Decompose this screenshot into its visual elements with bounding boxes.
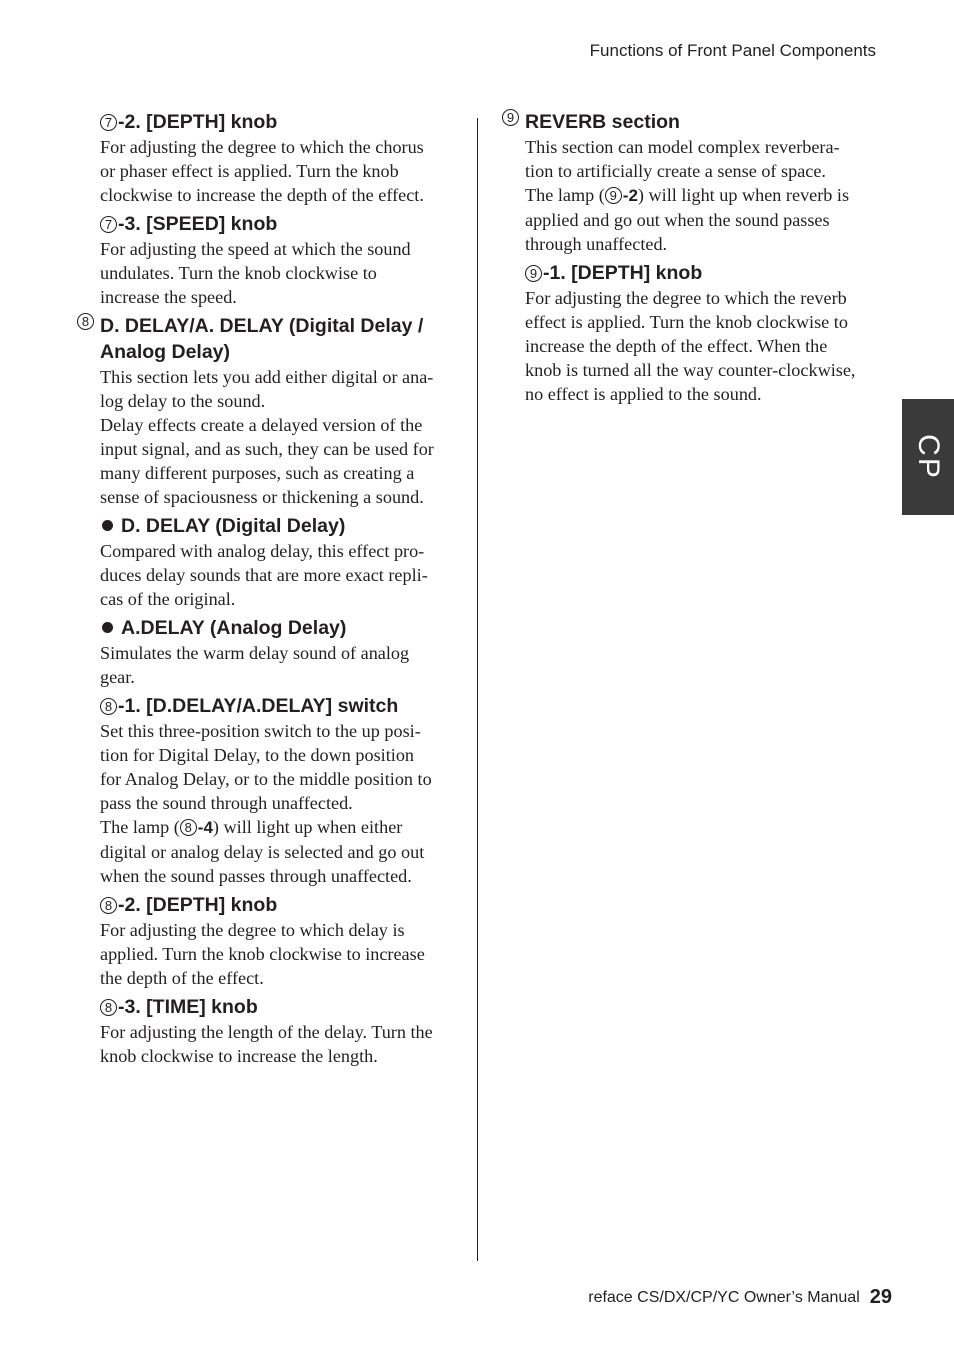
lamp-reference-line: The lamp ( 8 -4) will light up when either (100, 817, 403, 837)
heading-analog-delay: A.DELAY (Analog Delay) (100, 615, 455, 641)
circled-number-icon: 8 (100, 897, 117, 914)
heading-8-2: 8 -2. [DEPTH] knob (100, 892, 455, 918)
page-number: 29 (869, 1286, 892, 1308)
paragraph-8-3: For adjusting the length of the delay. Turn the knob clockwise to increase the length. (100, 1022, 433, 1066)
left-column (81, 109, 455, 1072)
heading-9-1: 9 -1. [DEPTH] knob (525, 260, 877, 286)
heading-9-reverb-section: 9 REVERB section (525, 109, 877, 135)
bullet-icon (102, 520, 113, 531)
circled-number-icon: 7 (100, 114, 117, 131)
paragraph-7-3: For adjusting the speed at which the sound undulates. Turn the knob clockwise to increase the speed. (100, 239, 411, 307)
circled-number-icon: 8 (77, 313, 94, 330)
manual-title: reface CS/DX/CP/YC Owner’s Manual (588, 1289, 860, 1306)
paragraph-8-1: Set this three-position switch to the up posi- tion for Digital Delay, to the down position for Analog Delay, or to the middle position to pass the sound through unaffected. The lamp ( 8 -4) will light up when either digital or analog delay is selected and go out when the sound passes through unaffected. (100, 719, 455, 888)
right-column (506, 109, 877, 410)
paragraph-9-1: For adjusting the degree to which the reverb effect is applied. Turn the knob clockwise to increase the depth of the effect. When the knob is turned all the way counter-clockwise, no effect is applied to the sound. (525, 288, 856, 404)
paragraph-analog-delay: Simulates the warm delay sound of analog gear. (100, 643, 410, 687)
section-tab-cp (902, 399, 954, 515)
section-tab-label: CP (912, 434, 945, 480)
bullet-icon (102, 622, 113, 633)
heading-8-3: 8 -3. [TIME] knob (100, 994, 455, 1020)
circled-number-icon: 9 (605, 187, 622, 204)
paragraph-8-2: For adjusting the degree to which delay is applied. Turn the knob clockwise to increase the depth of the effect. (100, 920, 425, 988)
circled-number-icon: 8 (100, 698, 117, 715)
circled-number-icon: 7 (100, 216, 117, 233)
running-header: Functions of Front Panel Components (589, 41, 876, 60)
heading-8-1: 8 -1. [D.DELAY/A.DELAY] switch (100, 693, 455, 719)
heading-7-3: 7 -3. [SPEED] knob (100, 211, 455, 237)
circled-number-icon: 8 (100, 999, 117, 1016)
paragraph-8-delay-section: This section lets you add either digital or ana- log delay to the sound. Delay effects create a delayed version of the input signal, and as such, they can be used for many different purposes, such as creating a sense of spaciousness or thickening a sound. (100, 367, 434, 507)
circled-number-icon: 9 (525, 265, 542, 282)
circled-number-icon: 9 (502, 109, 519, 126)
column-divider (477, 118, 478, 1261)
paragraph-7-2: For adjusting the degree to which the chorus or phaser effect is applied. Turn the knob clockwise to increase the depth of the effect. (100, 137, 424, 205)
heading-digital-delay: D. DELAY (Digital Delay) (100, 513, 455, 539)
heading-7-2: 7 -2. [DEPTH] knob (100, 109, 455, 135)
paragraph-digital-delay: Compared with analog delay, this effect pro- duces delay sounds that are more exact repli- cas of the original. (100, 541, 428, 609)
paragraph-9-reverb-section: This section can model complex reverbera- tion to artificially create a sense of space. The lamp ( 9 -2) will light up when reverb is applied and go out when the sound passes through unaffected. (525, 135, 877, 256)
circled-number-icon: 8 (180, 819, 197, 836)
page-footer (588, 1286, 892, 1309)
lamp-reference-line: The lamp ( 9 -2) will light up when reverb is (525, 185, 850, 205)
heading-8-delay-section: 8 D. DELAY/A. DELAY (Digital Delay / Analog Delay) (100, 313, 455, 365)
